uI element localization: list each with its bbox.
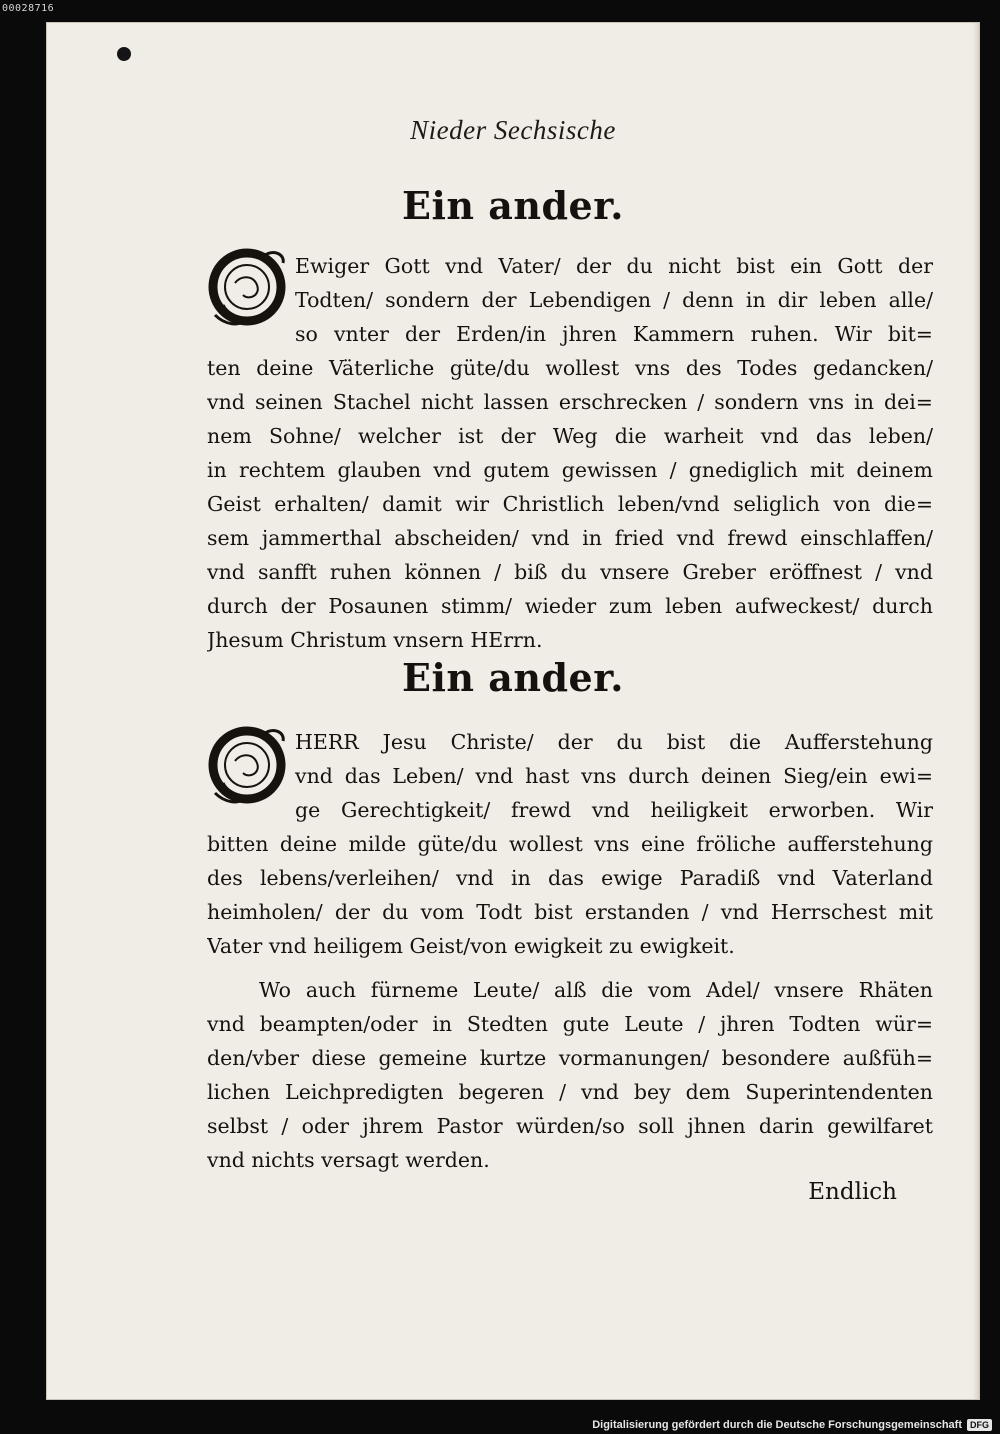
scan-id: 00028716 [2, 3, 55, 14]
text-line: Todten/ sondern der Lebendigen / denn in dir leben alle/ [295, 288, 933, 312]
text-line: lichen Leichpredigten begeren / vnd bey dem Superintendenten [207, 1080, 933, 1104]
text-line: Vater vnd heiligem Geist/von ewigkeit zu ewigkeit. [207, 934, 735, 958]
text-line: des lebens/verleihen/ vnd in das ewige Paradiß vnd Vaterland [207, 866, 933, 890]
text-line: vnd nichts versagt werden. [207, 1148, 490, 1172]
text-line: Wo auch fürneme Leute/ alß die vom Adel/ vnsere Rhäten [259, 978, 933, 1002]
text-line: heimholen/ der du vom Todt bist erstanden / vnd Herrschest mit [207, 900, 933, 924]
text-line: nem Sohne/ welcher ist der Weg die warheit vnd das leben/ [207, 424, 933, 448]
text-line: HERR Jesu Christe/ der du bist die Aufferstehung [295, 730, 933, 754]
text-line: ge Gerechtigkeit/ frewd vnd heiligkeit erworben. Wir [295, 798, 933, 822]
prayer-paragraph-2 [207, 725, 933, 963]
text-line: so vnter der Erden/in jhren Kammern ruhen. Wir bit= [295, 322, 933, 346]
text-line: sem jammerthal abscheiden/ vnd in fried vnd frewd einschlaffen/ [207, 526, 933, 550]
text-line: bitten deine milde güte/du wollest vns eine fröliche aufferstehung [207, 832, 933, 856]
ink-blot [117, 47, 131, 61]
section-heading-2: Ein ander. [401, 655, 624, 700]
text-line: vnd seinen Stachel nicht lassen erschrecken / sondern vns in dei= [207, 390, 933, 414]
text-line: Geist erhalten/ damit wir Christlich leben/vnd seliglich von die= [207, 492, 933, 516]
section-heading-1: Ein ander. [401, 183, 624, 228]
book-page [46, 22, 980, 1400]
dfg-logo-icon: DFG [967, 1419, 992, 1431]
ordinance-paragraph [207, 973, 933, 1177]
text-line: Jhesum Christum vnsern HErrn. [207, 628, 543, 652]
text-line: vnd sanfft ruhen können / biß du vnsere Greber eröffnest / vnd [207, 560, 933, 584]
text-line: vnd beampten/oder in Stedten gute Leute / jhren Todten wür= [207, 1012, 933, 1036]
text-line: durch der Posaunen stimm/ wieder zum leben aufweckest/ durch [207, 594, 933, 618]
text-line: in rechtem glauben vnd gutem gewissen / gnediglich mit deinem [207, 458, 933, 482]
funding-footer [592, 1419, 992, 1431]
text-line: vnd das Leben/ vnd hast vns durch deinen Sieg/ein ewi= [295, 764, 933, 788]
prayer-paragraph-1 [207, 249, 933, 657]
text-line: den/vber diese gemeine kurtze vormanungen/ besondere außfüh= [207, 1046, 933, 1070]
page-edge-shadow [973, 23, 979, 1399]
running-head: Nieder Sechsische [410, 115, 616, 145]
funding-text: Digitalisierung gefördert durch die Deutsche Forschungsgemeinschaft [592, 1419, 962, 1431]
text-line: Ewiger Gott vnd Vater/ der du nicht bist ein Gott der [295, 254, 933, 278]
catchword: Endlich [808, 1179, 897, 1205]
text-line: ten deine Väterliche güte/du wollest vns des Todes gedancken/ [207, 356, 933, 380]
text-line: selbst / oder jhrem Pastor würden/so soll jhnen darin gewilfaret [207, 1114, 933, 1138]
